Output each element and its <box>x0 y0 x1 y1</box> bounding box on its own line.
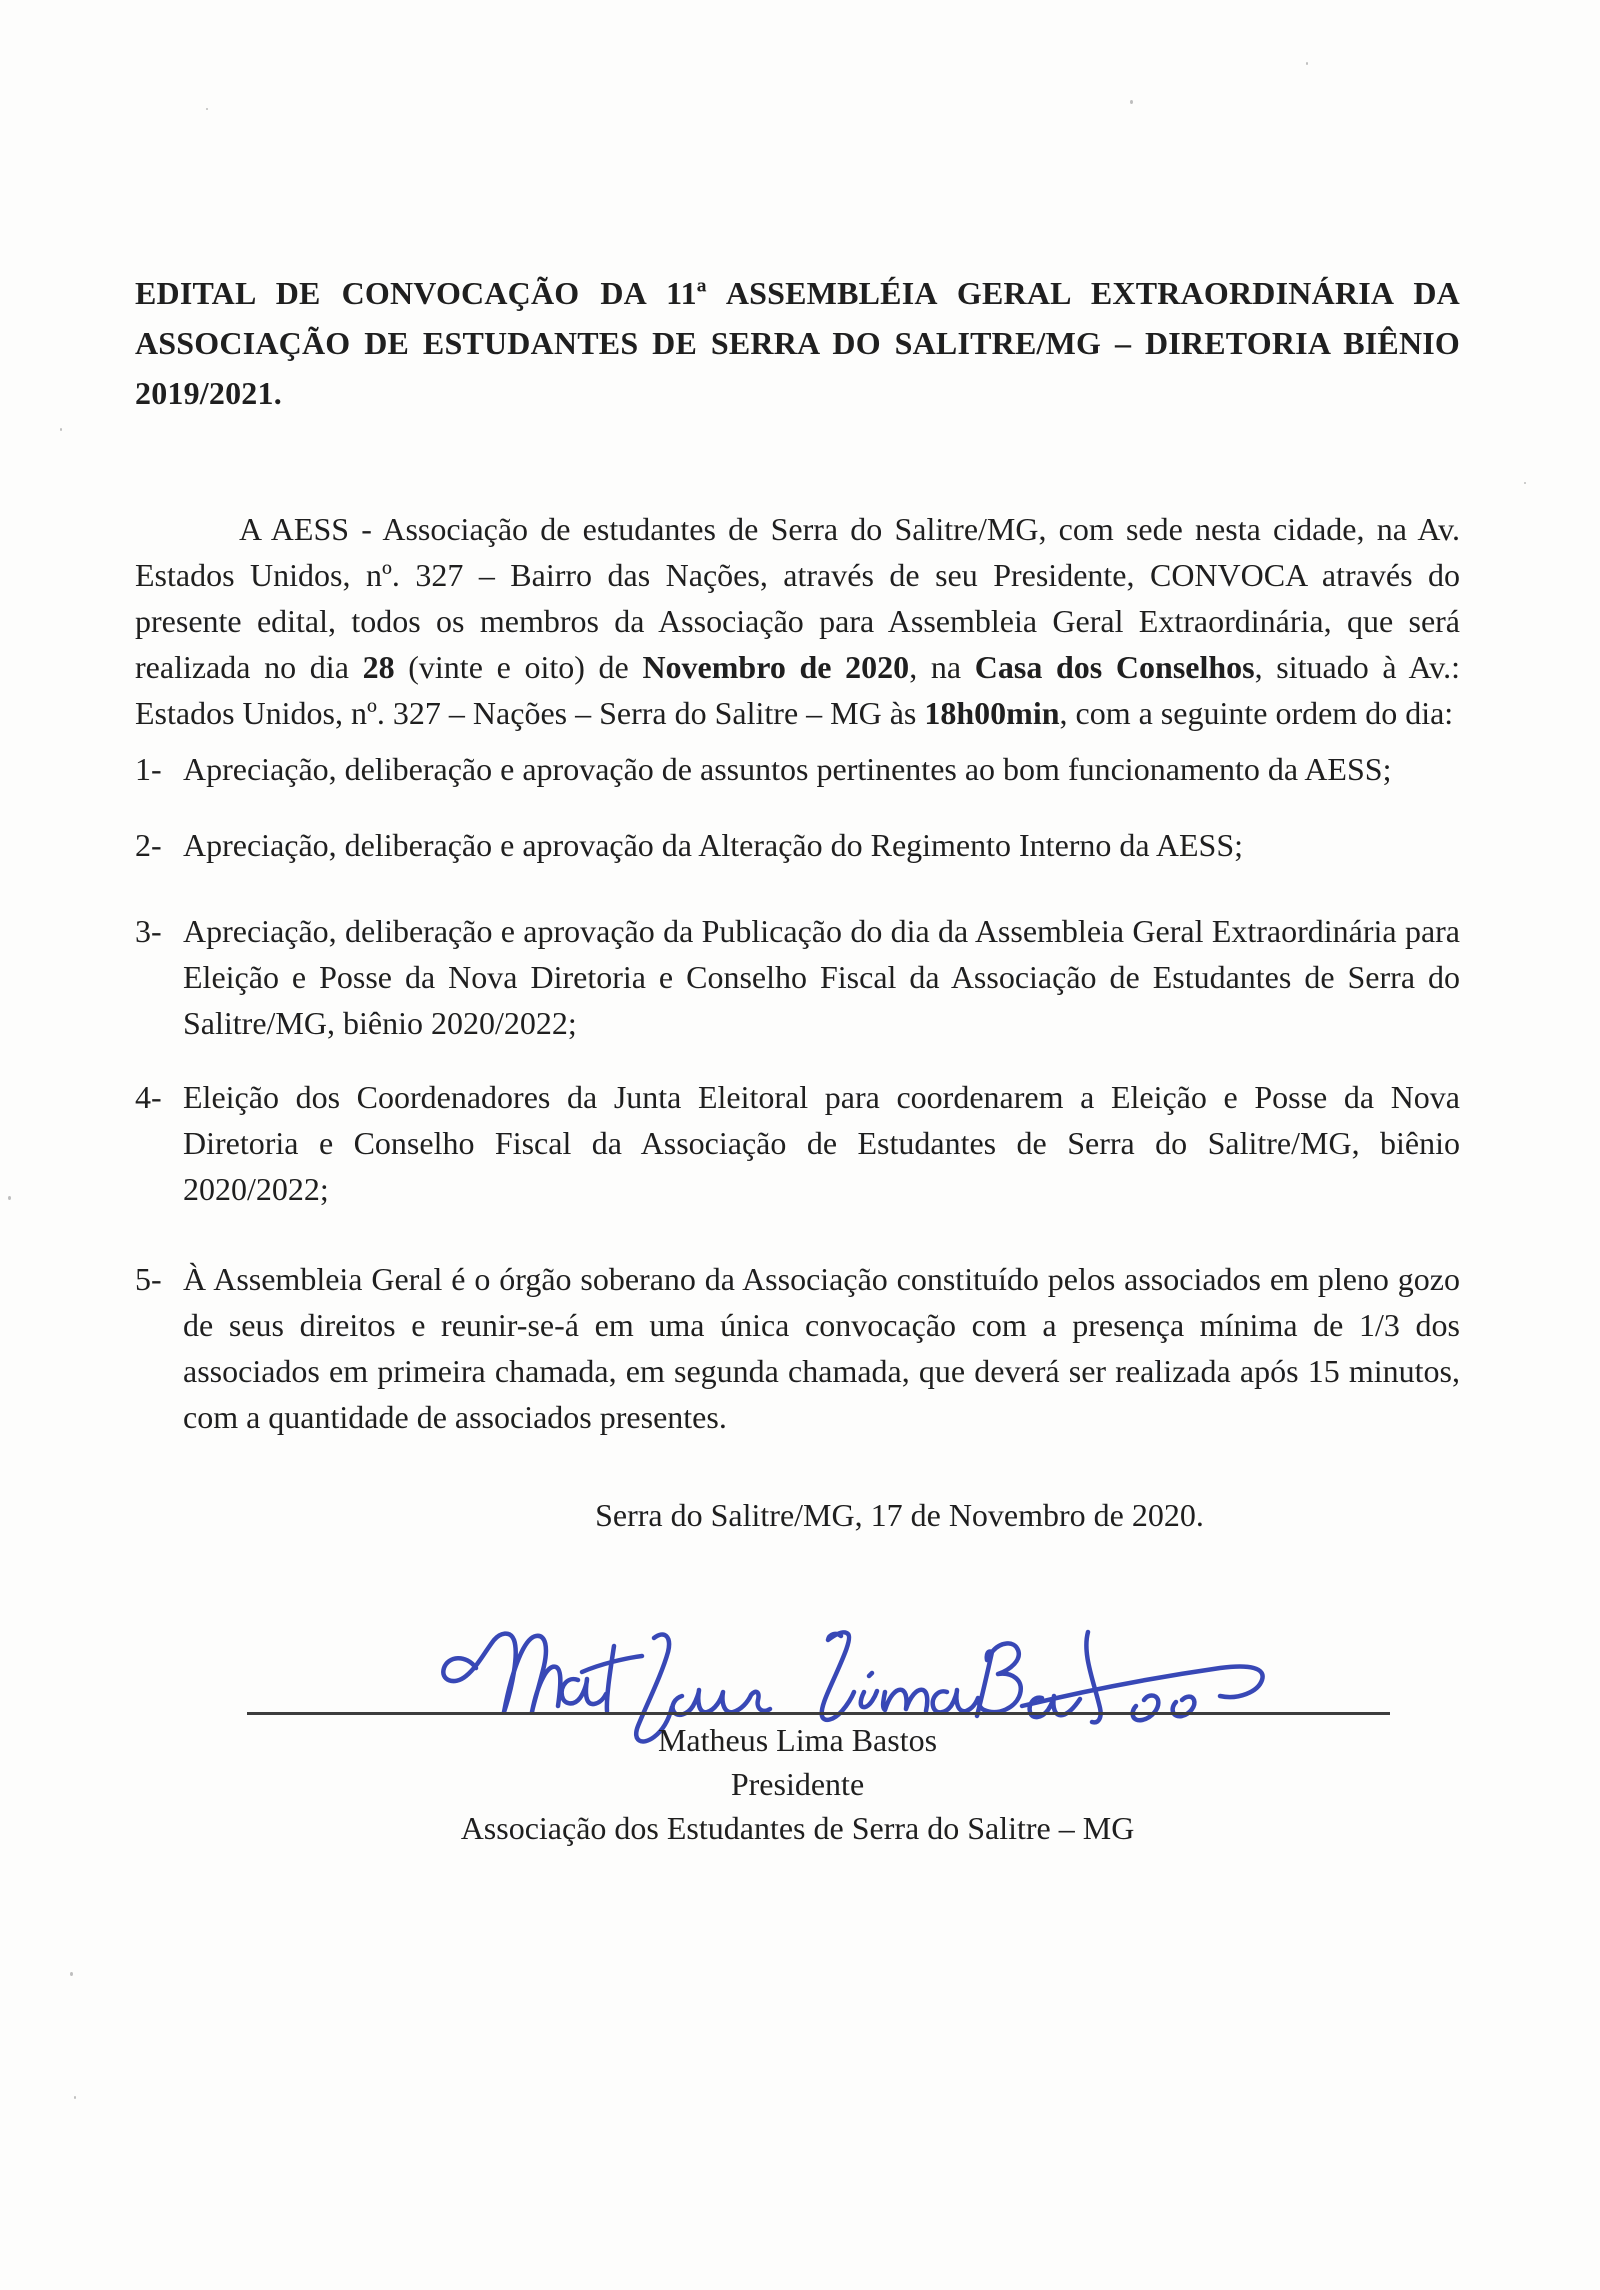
agenda-item-number: 2- <box>135 827 162 863</box>
agenda-item-3 <box>135 908 1460 1046</box>
intro-text-2: (vinte e oito) de <box>394 649 643 685</box>
agenda-item-text: Apreciação, deliberação e aprovação da Publicação do dia da Assembleia Geral Extraordinária para Eleição e Posse da Nova Diretoria e Conselho Fiscal da Associação de Estudantes de Serra do Salitre/MG, biênio 2020/2022; <box>183 913 1460 1041</box>
scan-speck <box>70 1972 73 1976</box>
intro-text-3: , na <box>909 649 975 685</box>
agenda-item-number: 5- <box>135 1261 162 1297</box>
agenda-item-text: À Assembleia Geral é o órgão soberano da Associação constituído pelos associados em pleno gozo de seus direitos e reunir-se-á em uma única convocação com a presença mínima de 1/3 dos associados em primeira chamada, em segunda chamada, que deverá ser realizada após 15 minutos, com a quantidade de associados presentes. <box>183 1261 1460 1435</box>
intro-text-4: , situado à Av.: Estados Unidos, nº. 327 – Nações – Serra do Salitre – MG às <box>135 649 1461 731</box>
agenda-item-1 <box>135 746 1460 792</box>
agenda-item-5 <box>135 1256 1460 1440</box>
agenda-item-4 <box>135 1074 1460 1212</box>
intro-paragraph <box>135 506 1460 736</box>
signatory-name: Matheus Lima Bastos <box>657 1722 938 1758</box>
agenda-item-number: 1- <box>135 751 162 787</box>
scan-speck <box>1524 482 1526 484</box>
date-line: Serra do Salitre/MG, 17 de Novembro de 2020. <box>595 1497 1204 1533</box>
signature-line <box>247 1712 1390 1715</box>
agenda-item-text: Eleição dos Coordenadores da Junta Eleitoral para coordenarem a Eleição e Posse da Nova Diretoria e Conselho Fiscal da Associação de Estudantes de Serra do Salitre/MG, biênio 2020/2022; <box>183 1079 1460 1207</box>
signature-block <box>135 1538 1460 1858</box>
agenda-item-text: Apreciação, deliberação e aprovação da Alteração do Regimento Interno da AESS; <box>183 827 1243 863</box>
scan-speck <box>206 108 208 110</box>
agenda-list <box>135 746 1460 1440</box>
intro-bold-time: 18h00min <box>924 695 1060 731</box>
agenda-item-text: Apreciação, deliberação e aprovação de assuntos pertinentes ao bom funcionamento da AESS; <box>183 751 1392 787</box>
scan-speck <box>8 1196 11 1200</box>
agenda-item-2 <box>135 822 1460 868</box>
agenda-item-number: 4- <box>135 1079 162 1115</box>
intro-bold-venue: Casa dos Conselhos <box>974 649 1255 685</box>
agenda-item-number: 3- <box>135 913 162 949</box>
signatory-role: Presidente <box>730 1766 865 1802</box>
intro-bold-month: Novembro de 2020 <box>642 649 910 685</box>
signatory-org: Associação dos Estudantes de Serra do Salitre – MG <box>460 1810 1135 1846</box>
scan-speck <box>1306 62 1308 65</box>
page-title: EDITAL DE CONVOCAÇÃO DA 11ª ASSEMBLÉIA GERAL EXTRAORDINÁRIA DA ASSOCIAÇÃO DE ESTUDANTES DE SERRA DO SALITRE/MG – DIRETORIA BIÊNIO 2019/2021. <box>135 275 1460 411</box>
scan-speck <box>60 428 62 431</box>
intro-text-1: A AESS - Associação de estudantes de Serra do Salitre/MG, com sede nesta cidade, na Av. Estados Unidos, nº. 327 – Bairro das Nações, através de seu Presidente, CONVOCA através do presente edital, todos os membros da Associação para Assembleia Geral Extraordinária, que será realizada no dia <box>135 511 1460 685</box>
intro-bold-day: 28 <box>362 649 395 685</box>
intro-text-5: , com a seguinte ordem do dia: <box>1059 695 1454 731</box>
scan-speck <box>74 2096 76 2099</box>
scan-speck <box>1130 100 1133 104</box>
signatory-info <box>135 1718 1460 1850</box>
